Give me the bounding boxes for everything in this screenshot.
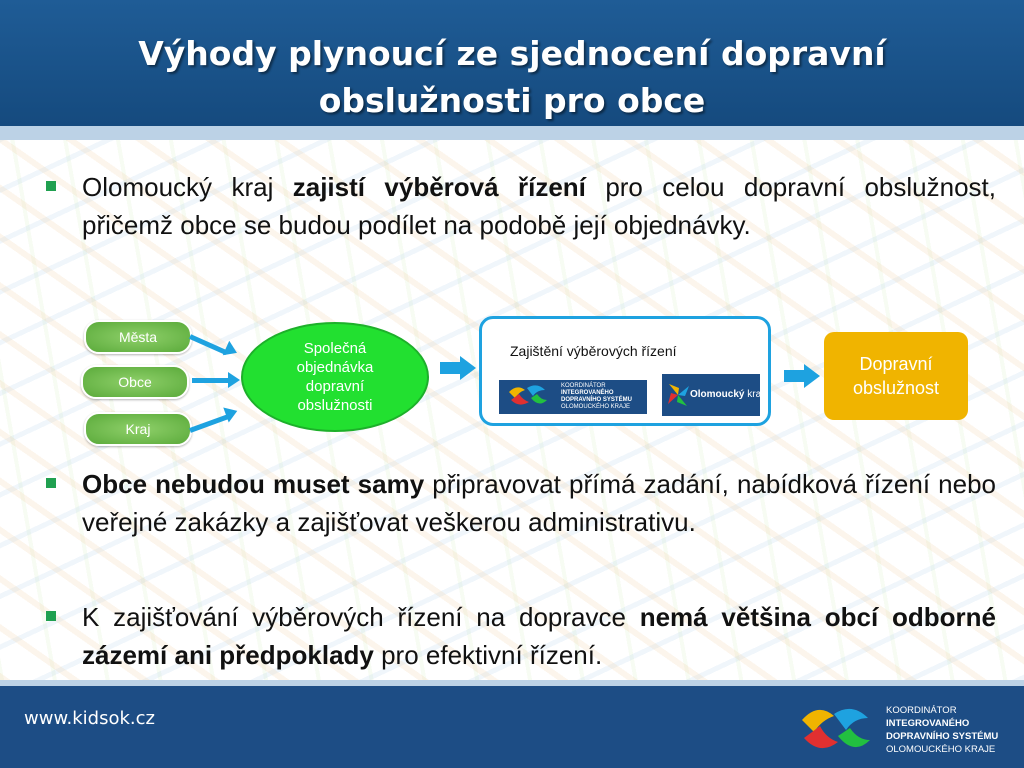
pill-mesta: Města: [84, 320, 192, 354]
bullet-3: [48, 598, 996, 674]
kidsok-logo: [499, 380, 647, 414]
tender-panel: [479, 316, 771, 426]
bullet-1-post: pro celou dopravní obslužnost, přičemž obce se budou podílet na podobě její objednávky.: [82, 172, 996, 240]
title-line-1: Výhody plynoucí ze sjednocení dopravní: [138, 34, 886, 73]
bullet-2-bold: Obce nebudou muset samy: [82, 469, 425, 499]
bullet-1-text: [82, 168, 996, 244]
bullet-2-post: připravovat přímá zadání, nabídková řízení nebo veřejné zakázky a zajišťovat veškerou administrativu.: [82, 469, 996, 537]
bullet-3-bold-2: obcí odborné zázemí ani předpoklady: [82, 602, 996, 670]
bullet-2-text: [82, 465, 996, 541]
arrow-obce-head: [228, 372, 240, 388]
slide-footer: [0, 680, 1024, 768]
slide-header: [0, 0, 1024, 140]
pill-obce: Obce: [81, 365, 189, 399]
bullet-1-bold: zajistí výběrová řízení: [292, 172, 586, 202]
joint-order-line-1: Společná: [303, 340, 367, 357]
joint-order-line-2: objednávka: [296, 359, 374, 376]
joint-order-line-3: dopravní: [305, 378, 365, 395]
bullet-marker: [46, 478, 56, 488]
arrow-to-result: [784, 364, 820, 388]
olomoucky-kraj-logo: [662, 374, 764, 416]
footer-logo-text: KOORDINÁTOR INTEGROVANÉHO DOPRAVNÍHO SYSTÉMU OLOMOUCKÉHO KRAJE: [886, 705, 999, 755]
slide-title: [40, 30, 984, 124]
footer-url-link[interactable]: www.kidsok.cz: [24, 708, 155, 729]
kidsok-footer-logo-icon: [794, 698, 874, 764]
bullet-1-pre: Olomoucký kraj: [82, 172, 293, 202]
bullet-3-post: pro efektivní řízení.: [373, 640, 603, 670]
olomoucky-kraj-logo-icon: [665, 380, 691, 410]
bullet-marker: [46, 611, 56, 621]
title-line-2: obslužnosti pro obce: [318, 81, 706, 120]
result-box: [824, 332, 968, 420]
bullet-3-bold-1: nemá většina: [639, 602, 812, 632]
bullet-3-pre: K zajišťování výběrových řízení na dopravce: [82, 602, 640, 632]
arrow-obce-line: [192, 378, 228, 383]
bullet-marker: [46, 181, 56, 191]
result-line-1: Dopravní: [859, 354, 933, 374]
result-line-2: obslužnost: [852, 378, 940, 398]
kidsok-logo-text: KOORDINÁTOR INTEGROVANÉHO DOPRAVNÍHO SYSTÉMU OLOMOUCKÉHO KRAJE: [561, 383, 632, 410]
joint-order-ellipse: [241, 322, 429, 432]
bullet-1: [48, 168, 996, 244]
pill-kraj: Kraj: [84, 412, 192, 446]
bullet-2: [48, 465, 996, 541]
arrow-to-panel: [440, 356, 476, 380]
olomoucky-kraj-logo-text: Olomoucký kraj: [690, 389, 764, 400]
kidsok-logo-icon: [503, 380, 553, 414]
panel-title: Zajištění výběrových řízení: [510, 343, 677, 359]
joint-order-line-4: obslužnosti: [297, 397, 373, 414]
bullet-3-text: [82, 598, 996, 674]
